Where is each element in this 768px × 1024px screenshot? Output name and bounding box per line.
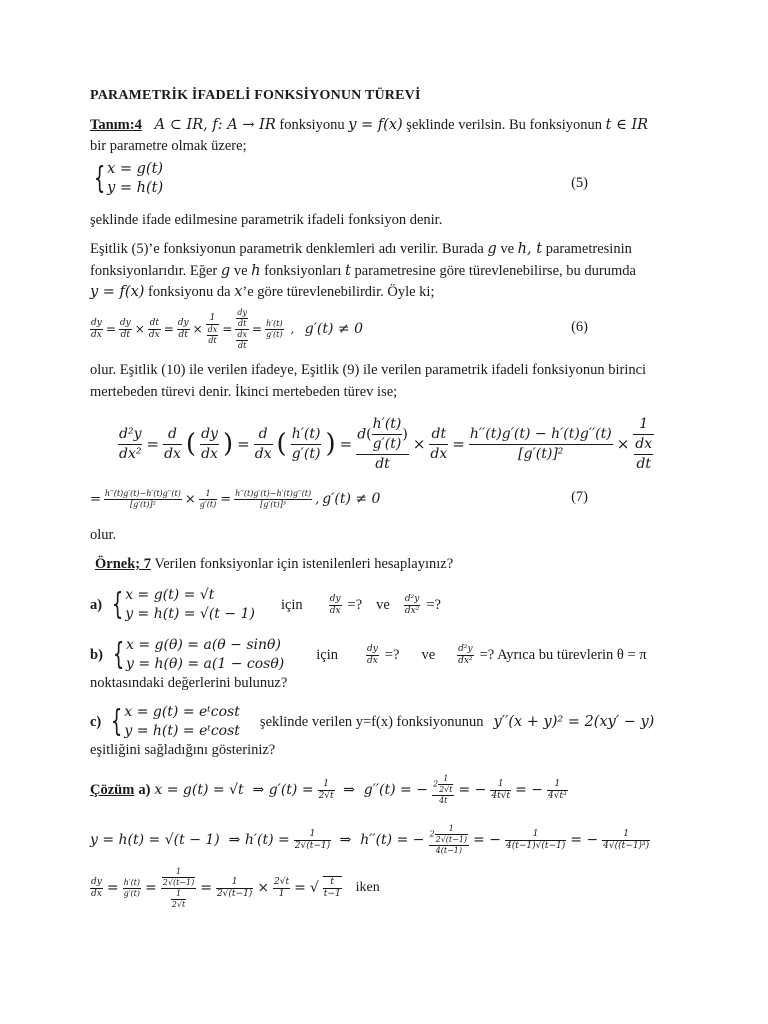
system-5-line-1: x = g(t) — [107, 161, 164, 177]
example-a-ve: ve — [376, 596, 390, 613]
example-a-q2: =? — [426, 596, 441, 613]
definition-text-b: şeklinde verilsin. Bu fonksiyonun — [406, 117, 603, 133]
equation-5 — [90, 160, 678, 202]
page-title: PARAMETRİK İFADELİ FONKSİYONUN TÜREVİ — [90, 88, 421, 103]
definition-line-2: bir parametre olmak üzere; — [90, 138, 247, 154]
example-c-line-2-text: eşitliğini sağladığını gösteriniz? — [90, 742, 276, 758]
example-heading — [95, 553, 683, 576]
example-text: Verilen fonksiyonlar için istenilenleri hesaplayınız? — [154, 556, 454, 572]
solution-line-2: y = h(t) = √(t − 1) ⇒ h′(t) = $\frac{1}{2√(t-1)}$ ⇒ h′′(t) = − 2 $\frac{1}{2√(t-1)}$ 4(t−1) = − $\frac{1}{4(t-1)√(t-1)}$ = − $\frac{1}{\text{4√((t−1)³)}}$ — [90, 824, 650, 855]
p2-text-1: Eşitlik (5)’e fonksiyonun parametrik denklemleri adı verilir. Burada — [90, 241, 484, 257]
p2-text-1b: parametresinin — [545, 241, 632, 257]
definition-after: şeklinde ifade edilmesine parametrik ifadeli fonksiyon denir. — [90, 212, 443, 228]
example-b-line-2: y = h(θ) = a(1 − cosθ) — [126, 656, 285, 672]
example-a-q1: =? — [347, 596, 363, 613]
example-a-line-2: y = h(t) = √(t − 1) — [125, 606, 255, 622]
p2-text-3: fonksiyonu da — [148, 284, 231, 300]
paragraph-2-line-3: y = f(x) fonksiyonu da x’e göre türevlenebilirdir. Öyle ki; — [90, 284, 435, 300]
definition-text-a: fonksiyonu — [279, 117, 345, 133]
olur-text: olur. — [90, 527, 117, 543]
example-b-line-1: x = g(θ) = a(θ − sinθ) — [126, 637, 281, 653]
system-5-line-2: y = h(t) — [107, 180, 164, 196]
equation-6: $\frac{dy}{dx}$ = $\frac{dy}{dt}$ × $\frac{dt}{dx}$ = $\frac{dy}{dt}$ × $\frac{1}{\frac{dx}{dt}}$ = $\frac{\frac{dy}{dt}}{\frac{dx}{dt}}$ = $\frac{h'(t)}{g'(t)}$ , g′(t) ≠ 0 (6) — [91, 307, 588, 350]
example-b-label: b) — [90, 646, 103, 663]
equation-number-5: (5) — [571, 175, 588, 191]
example-a-icin: için — [280, 596, 303, 613]
equation-number-7: (7) — [571, 489, 588, 505]
example-c-line-2: y = h(t) = eᵗcost — [124, 723, 240, 739]
solution-a-label: a) — [138, 781, 151, 798]
example-b-q1: =? — [384, 646, 400, 663]
example-b-line-2-text: noktasındaki değerlerini bulunuz? — [90, 675, 288, 691]
example-b-ve: ve — [421, 646, 436, 663]
paragraph-3-line-2: mertebeden türevi denir. İkinci mertebeden türev ise; — [90, 384, 398, 400]
paragraph-2: Eşitlik (5)’e fonksiyonun parametrik denklemleri adı verilir. Burada g ve h, t parametresinin — [90, 241, 632, 257]
paragraph-2-line-2: fonksiyonlarıdır. Eğer g ve h fonksiyonları t parametresine göre türevlenebilirse, bu durumda — [90, 263, 636, 279]
eq7-condition: g′(t) ≠ 0 — [322, 491, 381, 507]
example-c-equation: y′′(x + y)² = 2(xy′ − y) — [493, 714, 655, 730]
solution-line-3: $\frac{dy}{dx}$ = $\frac{h'(t)}{g'(t)}$ = $\frac{\frac{1}{2√(t-1)}}{\frac{1}{2√t}}$ = $\frac{1}{2√(t-1)}$ × $\frac{2√t}{1}$ = √ $\frac{t}{t-1}$ iken — [91, 866, 380, 909]
example-c-line-1: x = g(t) = eᵗcost — [124, 704, 240, 720]
solution-line-1: Çözüm a) x = g(t) = √t ⇒ g′(t) = $\frac{1}{2√t}$ ⇒ g′′(t) = − 2 $\frac{1}{2√t}$ 4t = − $\frac{1}{4t√t}$ = − $\frac{1}{\text{4√t³}}$ — [90, 774, 567, 805]
example-b-q2: =? Ayrıca bu türevlerin θ = π — [479, 646, 647, 663]
example-c-text: şeklinde verilen y=f(x) fonksiyonunun — [259, 713, 484, 730]
example-a-label: a) — [90, 596, 103, 613]
definition-label: Tanım:4 — [90, 117, 142, 133]
second-derivative-equation: $\frac{\text{d²y}}{\text{dx²}}$ = $\frac{d}{dx}$ ( $\frac{dy}{dx}$ ) = $\frac{d}{dx}$ ( $\frac{h'(t)}{g'(t)}$ ) = d( $\frac{h'(t)}{g'(t)}$ ) dt × $\frac{dt}{dx}$ = $\frac{h''(t)g'(t) - h'(t)g''(t)}{\text{[g′(t)]²}}$ × $\frac{1}{\frac{dx}{dt}}$ — [119, 415, 653, 472]
system-5: { x = g(t) y = h(t) — [93, 161, 164, 196]
p2-text-2b: fonksiyonları — [264, 263, 342, 279]
p2-text-2c: parametresine göre türevlenebilirse, bu durumda — [354, 263, 636, 279]
definition-line-1: Tanım:4 A ⊂ IR, f: A → IR fonksiyonu y = f(x) şeklinde verilsin. Bu fonksiyonun t ∈ IR — [90, 117, 649, 133]
paragraph-3-line-1: olur. Eşitlik (10) ile verilen ifadeye, Eşitlik (9) ile verilen parametrik ifadeli fonksiyonun birinci — [90, 362, 647, 378]
solution-iken: iken — [355, 880, 380, 895]
example-a-line-1: x = g(t) = √t — [125, 587, 215, 603]
example-label: Örnek; 7 — [95, 556, 151, 572]
example-a: a) { x = g(t) = √t y = h(t) = √(t − 1) için $\frac{dy}{dx}$ =? ve $\frac{\text{d²y}}{\text{dx²}}$ =? — [90, 587, 441, 622]
eq6-condition: g′(t) ≠ 0 — [304, 321, 364, 337]
p2-text-3b: ’e göre türevlenebilirdir. Öyle ki; — [242, 284, 435, 300]
equation-7: = $\frac{h''(t)g'(t)-h'(t)g''(t)}{\text{[g′(t)]²}}$ × $\frac{1}{g'(t)}$ = $\frac{h''(t)g'(t)-h'(t)g''(t)}{\text{[g′(t)]³}}$ , g′(t) ≠ 0 (7) — [90, 488, 588, 509]
example-c-label: c) — [90, 713, 102, 730]
example-c: c) { x = g(t) = eᵗcost y = h(t) = eᵗcost şeklinde verilen y=f(x) fonksiyonunun y′′(x + y)² = 2(xy′ − y) — [90, 704, 655, 739]
example-b: b) { x = g(θ) = a(θ − sinθ) y = h(θ) = a(1 − cosθ) için $\frac{dy}{dx}$ =? ve $\frac{\text{d²y}}{\text{dx²}}$ =? Ayrıca bu türevlerin θ = π — [90, 637, 647, 672]
p2-text-2: fonksiyonlarıdır. Eğer — [90, 263, 218, 279]
equation-number-6: (6) — [571, 319, 588, 335]
solution-label: Çözüm — [90, 781, 135, 798]
example-b-icin: için — [316, 646, 338, 663]
